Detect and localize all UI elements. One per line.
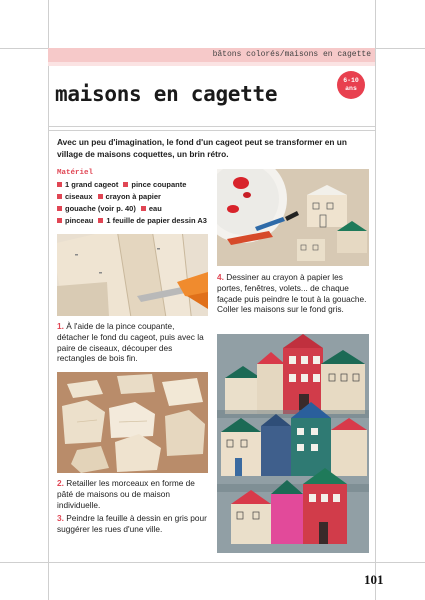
materials-line: 1 grand cageot pince coupante <box>57 180 186 189</box>
bullet-square <box>57 218 62 223</box>
bullet-square <box>57 194 62 199</box>
right-margin-line <box>375 0 376 600</box>
age-unit: ans <box>345 85 357 92</box>
bullet-square <box>141 206 146 211</box>
step-1-caption: 1. À l'aide de la pince coupante, détacher le fond du cageot, puis avec la paire de ciseaux, découper des rectangles de bois fin. <box>57 321 204 364</box>
bullet-square <box>98 194 103 199</box>
section-header-stripe <box>48 62 375 66</box>
materials-line: gouache (voir p. 40) eau <box>57 204 162 213</box>
materials-label: Matériel <box>57 169 94 177</box>
section-header: bâtons colorés/maisons en cagette <box>48 48 375 62</box>
bullet-square <box>98 218 103 223</box>
title-rule-bottom <box>48 130 375 131</box>
title-rule-top <box>48 126 375 127</box>
intro-text: Avec un peu d'imagination, le fond d'un cageot peut se transformer en un village de maisons coquettes, un brin rétro. <box>57 137 347 159</box>
photo-finished-village <box>217 334 369 553</box>
page-number: 101 <box>364 572 384 587</box>
bullet-square <box>57 182 62 187</box>
materials-line: pinceau 1 feuille de papier dessin A3 <box>57 216 207 225</box>
step-2-caption: 2. Retailler les morceaux en forme de pâté de maisons ou de maison individuelle. <box>57 478 195 510</box>
bottom-rule <box>0 562 425 563</box>
age-range: 6-10 <box>343 77 359 84</box>
photo-wood-shapes <box>57 372 208 473</box>
bullet-square <box>57 206 62 211</box>
step-4-caption: 4. Dessiner au crayon à papier les portes, fenêtres, volets... de chaque façade puis peindre le tout à la gouache. Coller les maisons sur le fond gris. <box>217 272 367 315</box>
photo-crate-cutting <box>57 234 208 316</box>
bullet-square <box>123 182 128 187</box>
page-title: maisons en cagette <box>55 82 278 106</box>
materials-line: ciseaux crayon à papier <box>57 192 161 201</box>
age-badge <box>337 71 365 99</box>
left-margin-line <box>48 0 49 600</box>
photo-painting-houses <box>217 169 369 266</box>
step-3-caption: 3. Peindre la feuille à dessin en gris pour suggérer les rues d'une ville. <box>57 513 207 534</box>
